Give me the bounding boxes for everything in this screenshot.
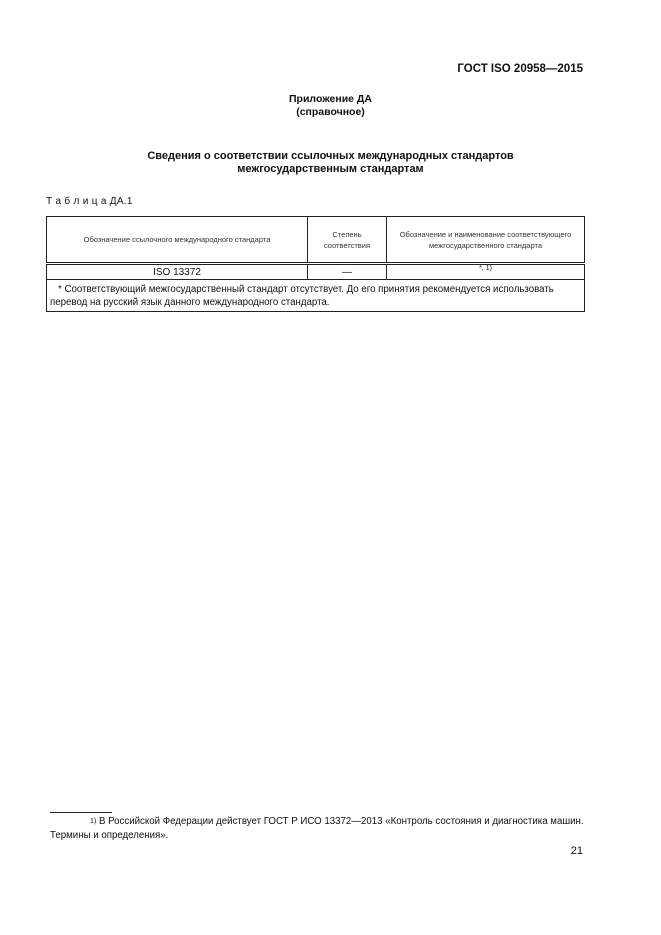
table-note-row <box>47 280 585 312</box>
annex-title: Приложение ДА <box>289 93 372 105</box>
footnote-separator <box>50 812 112 813</box>
header-degree: Степень соответствия <box>308 217 387 264</box>
table-label: Т а б л и ц а ДА.1 <box>46 196 133 207</box>
footnote-mark: 1) <box>90 818 97 825</box>
table-row <box>47 264 585 280</box>
table-header-row <box>47 217 585 264</box>
cell-ref-standard: ISO 13372 <box>47 264 308 280</box>
header-national-standard: Обозначение и наименование соответствующего межгосударственного стандарта <box>387 217 585 264</box>
correspondence-table <box>46 216 585 312</box>
page-number: 21 <box>570 845 583 857</box>
cell-national-standard: *, 1) <box>387 264 585 280</box>
heading-line1: Сведения о соответствии ссылочных международных стандартов <box>147 150 514 162</box>
footnote-text: В Российской Федерации действует ГОСТ Р ИСО 13372—2013 «Контроль состояния и диагностика машин. Термины и определения». <box>50 816 584 841</box>
cell-degree: — <box>308 264 387 280</box>
heading-line2: межгосударственным стандартам <box>237 163 424 175</box>
footnote <box>50 815 585 843</box>
header-ref-standard: Обозначение ссылочного международного стандарта <box>47 217 308 264</box>
document-id: ГОСТ ISO 20958—2015 <box>457 63 583 75</box>
table-note: * Соответствующий межгосударственный стандарт отсутствует. До его принятия рекомендуется использовать перевод на русский язык данного международного стандарта. <box>47 280 585 312</box>
annex-subtitle: (справочное) <box>296 106 365 118</box>
